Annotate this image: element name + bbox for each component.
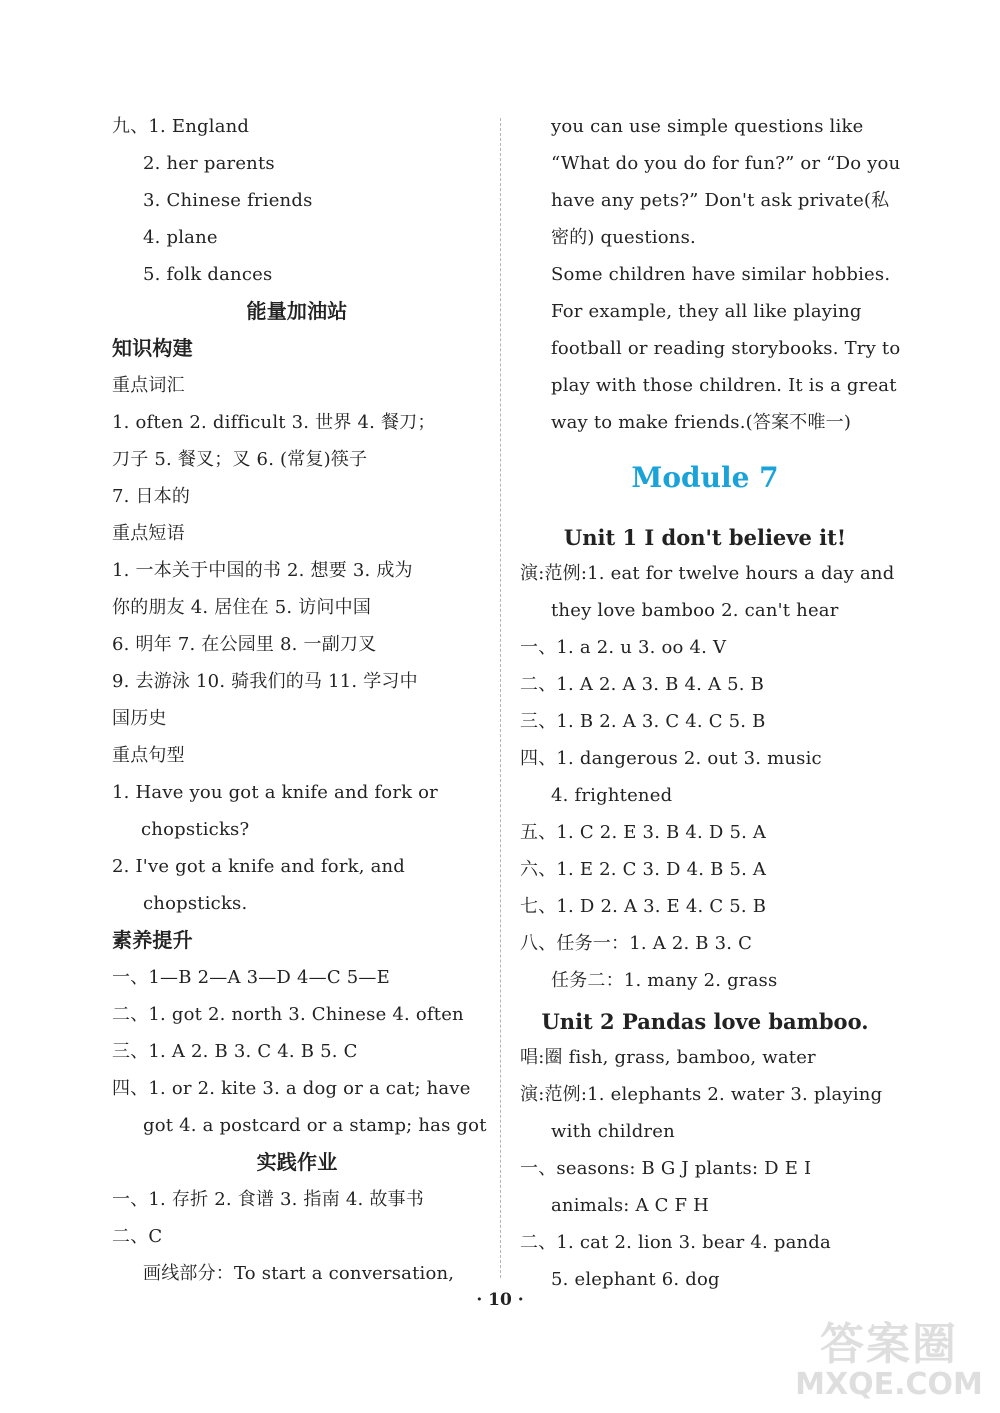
answer-line: 一、1—B 2—A 3—D 4—C 5—E [112,967,390,988]
answer-line: 5. folk dances [143,264,273,285]
answer-line: 4. frightened [551,785,673,806]
answer-line: chopsticks? [141,819,250,840]
answer-line: 9. 去游泳 10. 骑我们的马 11. 学习中 [112,671,418,692]
answer-line: 1. 一本关于中国的书 2. 想要 3. 成为 [112,560,413,581]
answer-line: 5. elephant 6. dog [551,1269,720,1290]
answer-line: got 4. a postcard or a stamp; has got [143,1115,487,1136]
answer-line: play with those children. It is a great [551,375,897,396]
answer-line: 画线部分：To start a conversation, [143,1263,455,1284]
unit2-title: Unit 2 Pandas love bamboo. [541,1009,869,1034]
answer-line: “What do you do for fun?” or “Do you [551,153,901,174]
answer-line: animals: A C F H [551,1195,709,1216]
answer-line: 一、1. 存折 2. 食谱 3. 指南 4. 故事书 [112,1189,424,1210]
answer-line: 八、任务一：1. A 2. B 3. C [520,933,753,954]
answer-line: way to make friends.(答案不唯一) [551,412,852,433]
answer-line: 1. Have you got a knife and fork or [112,782,438,803]
subheading-knowledge: 知识构建 [112,336,193,360]
answer-line: 密的) questions. [551,227,696,248]
answer-line: 演:范例:1. elephants 2. water 3. playing [520,1084,883,1105]
answer-line: 三、1. A 2. B 3. C 4. B 5. C [112,1041,358,1062]
label-key-sentences: 重点句型 [112,745,185,766]
answer-line: 四、1. or 2. kite 3. a dog or a cat; have [112,1078,471,1099]
answer-line: 6. 明年 7. 在公园里 8. 一副刀叉 [112,634,377,655]
label-key-words: 重点词汇 [112,375,185,396]
answer-line: 刀子 5. 餐叉；叉 6. (常复)筷子 [112,449,368,470]
answer-line: 2. her parents [143,153,275,174]
answer-line: with children [551,1121,675,1142]
answer-line: 任务二：1. many 2. grass [551,970,778,991]
answer-line: football or reading storybooks. Try to [551,338,901,359]
answer-line: 7. 日本的 [112,486,191,507]
answer-line: 一、1. a 2. u 3. oo 4. V [520,637,727,658]
left-column [112,108,487,1292]
answer-line: 你的朋友 4. 居住在 5. 访问中国 [112,597,372,618]
answer-line: they love bamboo 2. can't hear [551,600,839,621]
answer-line: 2. I've got a knife and fork, and [112,856,406,877]
answer-line: 4. plane [143,227,218,248]
watermark-url: MXQE.COM [795,1367,983,1402]
unit1-title: Unit 1 I don't believe it! [563,525,847,550]
section-heading-practice: 实践作业 [256,1150,338,1174]
page-number: · 10 · [476,1290,524,1310]
answer-line: 六、1. E 2. C 3. D 4. B 5. A [520,859,767,880]
answer-line: 二、1. A 2. A 3. B 4. A 5. B [520,674,765,695]
answer-line: Some children have similar hobbies. [551,264,891,285]
answer-line: 二、C [112,1226,163,1247]
answer-line: 唱:圈 fish, grass, bamboo, water [520,1047,816,1068]
answer-line: 3. Chinese friends [143,190,313,211]
right-column [520,108,901,1298]
answer-line: have any pets?” Don't ask private(私 [551,190,890,211]
answer-line: 五、1. C 2. E 3. B 4. D 5. A [520,822,767,843]
answer-line: 九、1. England [112,116,250,137]
answer-line: 国历史 [112,708,167,729]
answer-line: 二、1. got 2. north 3. Chinese 4. often [112,1004,464,1025]
module-title: Module 7 [631,461,779,494]
answer-line: 三、1. B 2. A 3. C 4. C 5. B [520,711,766,732]
watermark-logo [794,1321,984,1401]
answer-line: 演:范例:1. eat for twelve hours a day and [520,563,895,584]
answer-line: 七、1. D 2. A 3. E 4. C 5. B [520,896,767,917]
column-divider [500,118,501,1278]
answer-line: you can use simple questions like [551,116,864,137]
answer-line: 一、seasons: B G J plants: D E I [520,1158,812,1179]
subheading-literacy: 素养提升 [112,928,193,952]
answer-line: 二、1. cat 2. lion 3. bear 4. panda [520,1232,831,1253]
answer-line: 四、1. dangerous 2. out 3. music [520,748,822,769]
answer-line: 1. often 2. difficult 3. 世界 4. 餐刀； [112,412,436,433]
label-key-phrases: 重点短语 [112,523,185,544]
answer-line: chopsticks. [143,893,248,914]
watermark-text: 答案圈 [820,1319,958,1370]
answer-line: For example, they all like playing [551,301,862,322]
section-heading-energy: 能量加油站 [246,299,348,323]
